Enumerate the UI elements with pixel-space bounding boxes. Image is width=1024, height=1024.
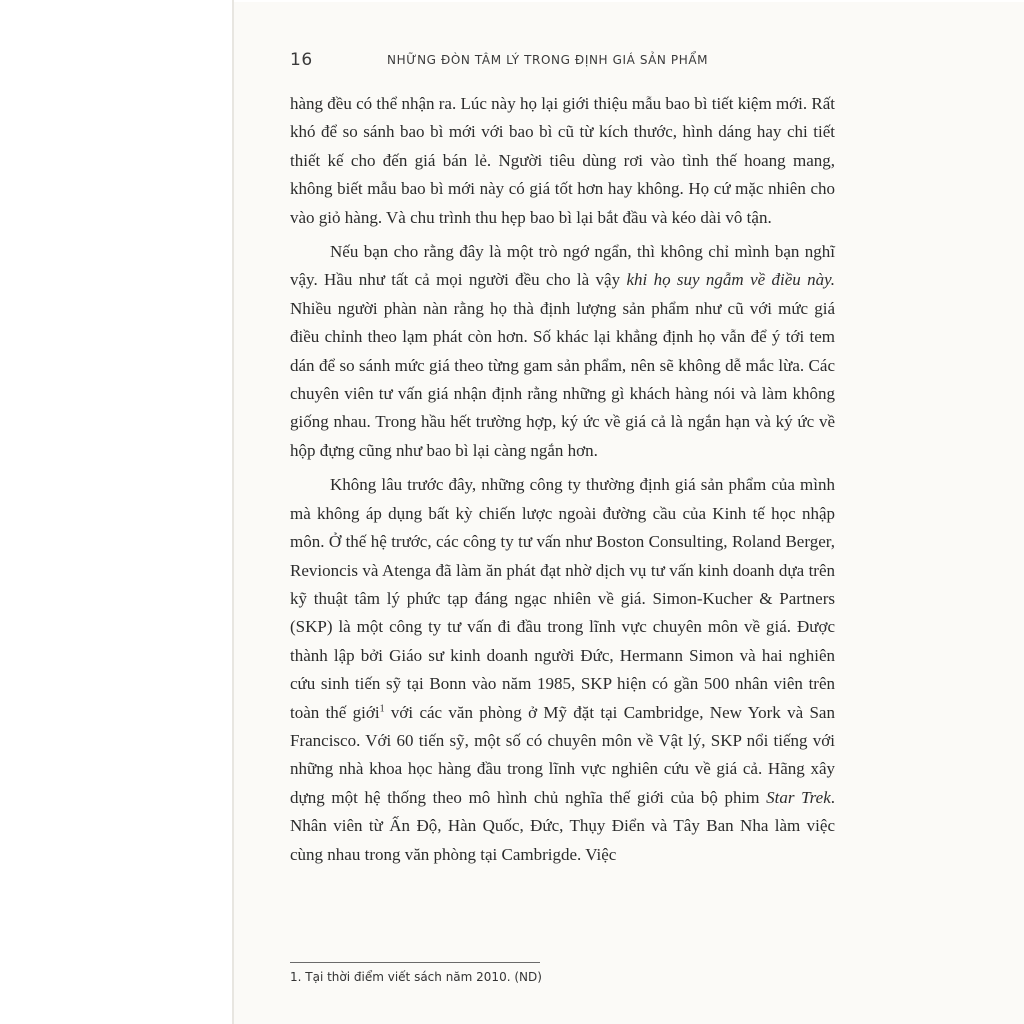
paragraph-2-italic: khi họ suy ngẫm về điều này. (626, 270, 835, 290)
page-header (290, 50, 835, 74)
footnote-marker: 1 (379, 702, 385, 714)
paragraph-3-text-2: với các văn phòng ở Mỹ đặt tại Cambridge, New York và San Francisco. Với 60 tiến sỹ, một số có chuyên môn về Vật lý, SKP nổi tiếng với những nhà khoa học hàng đầu trong lĩnh vực nghiên cứu về giá cả. Hãng xây dựng một hệ thống theo mô hình chủ nghĩa thế giới của bộ phim (290, 702, 835, 807)
paragraph-3-text-3: . Nhân viên từ Ấn Độ, Hàn Quốc, Đức, Thụy Điển và Tây Ban Nha làm việc cùng nhau trong văn phòng tại Cambrigde. Việc (290, 787, 835, 864)
paragraph-3-italic-title: Star Trek (766, 787, 831, 807)
paragraph-2 (290, 238, 835, 465)
running-title: NHỮNG ĐÒN TÂM LÝ TRONG ĐỊNH GIÁ SẢN PHẨM (387, 53, 709, 67)
page-edge (232, 0, 234, 1024)
paragraph-2-text-before: Nếu bạn cho rằng đây là một trò ngớ ngẩn, thì không chỉ mình bạn nghĩ vậy. Hầu như tất cả mọi người đều cho là vậy (290, 242, 835, 290)
paragraph-1: hàng đều có thể nhận ra. Lúc này họ lại giới thiệu mẫu bao bì tiết kiệm mới. Rất khó để so sánh bao bì mới với bao bì cũ từ kích thước, hình dáng hay chi tiết thiết kế cho đến giá bán lẻ. Người tiêu dùng rơi vào tình thế hoang mang, không biết mẫu bao bì mới này có giá tốt hơn hay không. Họ cứ mặc nhiên cho vào giỏ hàng. Và chu trình thu hẹp bao bì lại bắt đầu và kéo dài vô tận. (290, 94, 835, 227)
paragraph-3 (290, 471, 835, 869)
footnote: 1. Tại thời điểm viết sách năm 2010. (ND) (290, 970, 542, 984)
page-number: 16 (290, 50, 313, 70)
body-text (290, 90, 835, 875)
footnote-divider (290, 962, 540, 963)
paragraph-3-text-1: Không lâu trước đây, những công ty thường định giá sản phẩm của mình mà không áp dụng bất kỳ chiến lược ngoài đường cầu của Kinh tế học nhập môn. Ở thế hệ trước, các công ty tư vấn như Boston Consulting, Roland Berger, Revioncis và Atenga đã làm ăn phát đạt nhờ dịch vụ tư vấn kinh doanh dựa trên kỹ thuật tâm lý phức tạp đáng ngạc nhiên về giá. Simon-Kucher & Partners (SKP) là một công ty tư vấn đi đầu trong lĩnh vực chuyên môn về giá. Được thành lập bởi Giáo sư kinh doanh người Đức, Hermann Simon và hai nghiên cứu sinh tiến sỹ tại Bonn vào năm 1985, SKP hiện có gần 500 nhân viên trên toàn thế giới (290, 475, 835, 722)
paragraph-2-text-after: Nhiều người phàn nàn rằng họ thà định lượng sản phẩm như cũ với mức giá điều chỉnh theo lạm phát còn hơn. Số khác lại khẳng định họ vẫn để ý tới tem dán để so sánh mức giá theo từng gam sản phẩm, nên sẽ không dễ mắc lừa. Các chuyên viên tư vấn giá nhận định rằng những gì khách hàng nói và làm không giống nhau. Trong hầu hết trường hợp, ký ức về giá cả là ngắn hạn và ký ức về hộp đựng cũng như bao bì lại càng ngắn hơn. (290, 298, 835, 460)
